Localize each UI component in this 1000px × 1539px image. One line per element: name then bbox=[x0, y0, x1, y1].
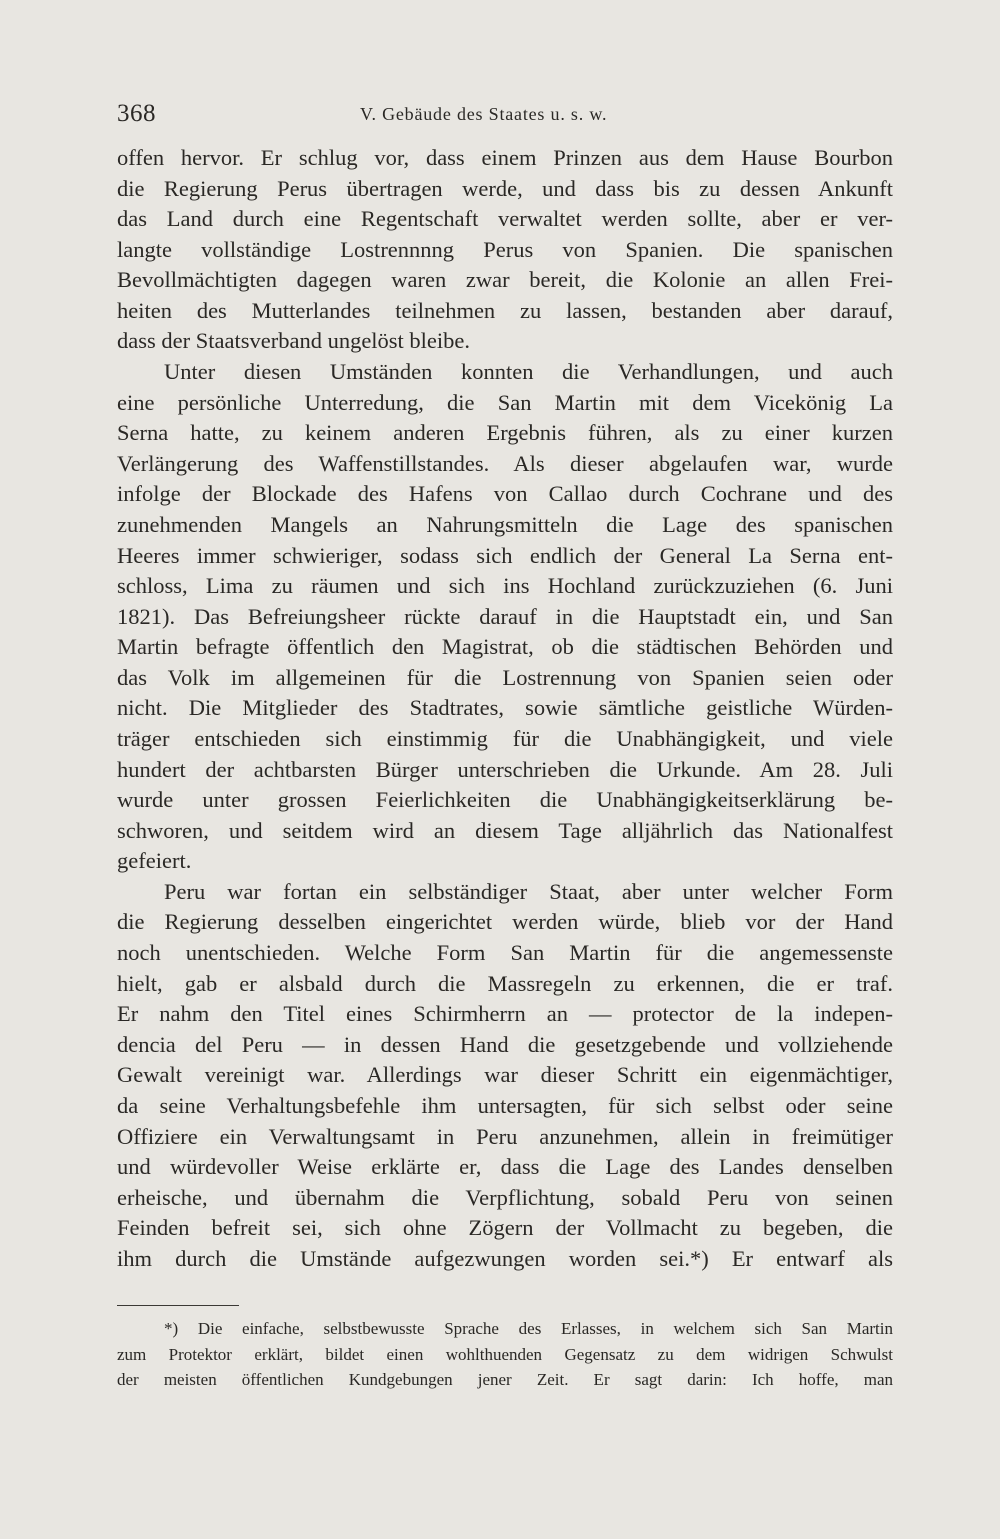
text-line: dencia del Peru — in dessen Hand die gesetzgebende und vollziehende bbox=[117, 1031, 893, 1057]
text-line: Martin befragte öffentlich den Magistrat, ob die städtischen Behörden und bbox=[117, 634, 893, 660]
text-line: Gewalt vereinigt war. Allerdings war dieser Schritt ein eigenmächtiger, bbox=[117, 1062, 893, 1088]
text-line: schworen, und seitdem wird an diesem Tage alljährlich das Nationalfest bbox=[117, 817, 893, 843]
text-line: gefeiert. bbox=[117, 848, 192, 874]
text-line: Verlängerung des Waffenstillstandes. Als dieser abgelaufen war, wurde bbox=[117, 450, 893, 476]
text-line: das Land durch eine Regentschaft verwaltet werden sollte, aber er ver- bbox=[117, 206, 893, 232]
text-line: die Regierung desselben eingerichtet werden würde, blieb vor der Hand bbox=[117, 909, 893, 935]
text-line: infolge der Blockade des Hafens von Callao durch Cochrane und des bbox=[117, 481, 893, 507]
text-line: eine persönliche Unterredung, die San Martin mit dem Vicekönig La bbox=[117, 389, 893, 415]
text-line: Er nahm den Titel eines Schirmherrn an — protector de la indepen- bbox=[117, 1001, 893, 1027]
footnote-divider bbox=[117, 1305, 239, 1306]
text-line: und würdevoller Weise erklärte er, dass die Lage des Landes denselben bbox=[117, 1154, 893, 1180]
running-title: V. Gebäude des Staates u. s. w. bbox=[360, 104, 608, 124]
footnote-line: zum Protektor erklärt, bildet einen wohlthuenden Gegensatz zu dem widrigen Schwulst bbox=[117, 1344, 893, 1364]
text-line: hundert der achtbarsten Bürger unterschrieben die Urkunde. Am 28. Juli bbox=[117, 756, 893, 782]
text-line: Peru war fortan ein selbständiger Staat, aber unter welcher Form bbox=[164, 878, 893, 904]
text-line: Heeres immer schwieriger, sodass sich endlich der General La Serna ent- bbox=[117, 542, 893, 568]
text-line: Feinden befreit sei, sich ohne Zögern der Vollmacht zu begeben, die bbox=[117, 1215, 893, 1241]
text-line: die Regierung Perus übertragen werde, und dass bis zu dessen Ankunft bbox=[117, 175, 893, 201]
text-line: wurde unter grossen Feierlichkeiten die Unabhängigkeitserklärung be- bbox=[117, 787, 893, 813]
page-number: 368 bbox=[117, 100, 156, 127]
footnote-line: der meisten öffentlichen Kundgebungen jener Zeit. Er sagt darin: Ich hoffe, man bbox=[117, 1370, 893, 1389]
text-line: 1821). Das Befreiungsheer rückte darauf in die Hauptstadt ein, und San bbox=[117, 603, 893, 629]
text-line: Unter diesen Umständen konnten die Verhandlungen, und auch bbox=[164, 359, 893, 385]
text-line: offen hervor. Er schlug vor, dass einem Prinzen aus dem Hause Bourbon bbox=[117, 145, 893, 170]
text-line: Offiziere ein Verwaltungsamt in Peru anzunehmen, allein in freimütiger bbox=[117, 1123, 893, 1149]
body-text bbox=[117, 143, 893, 1274]
page-header bbox=[117, 96, 893, 132]
text-line: noch unentschieden. Welche Form San Martin für die angemessenste bbox=[117, 940, 893, 966]
text-line: Serna hatte, zu keinem anderen Ergebnis führen, als zu einer kurzen bbox=[117, 420, 893, 446]
footnote bbox=[117, 1316, 893, 1393]
text-line: ihm durch die Umstände aufgezwungen worden sei.*) Er entwarf als bbox=[117, 1245, 893, 1271]
text-line: zunehmenden Mangels an Nahrungsmitteln die Lage des spanischen bbox=[117, 511, 893, 537]
footnote-line: *) Die einfache, selbstbewusste Sprache des Erlasses, in welchem sich San Martin bbox=[164, 1319, 893, 1338]
text-line: dass der Staatsverband ungelöst bleibe. bbox=[117, 328, 471, 354]
text-line: das Volk im allgemeinen für die Lostrennung von Spanien seien oder bbox=[117, 664, 893, 690]
text-line: nicht. Die Mitglieder des Stadtrates, sowie sämtliche geistliche Würden- bbox=[117, 695, 893, 721]
text-line: erheische, und übernahm die Verpflichtung, sobald Peru von seinen bbox=[117, 1184, 893, 1210]
text-line: Bevollmächtigten dagegen waren zwar bereit, die Kolonie an allen Frei- bbox=[117, 267, 893, 293]
text-line: da seine Verhaltungsbefehle ihm untersagten, für sich selbst oder seine bbox=[117, 1092, 893, 1118]
text-line: schloss, Lima zu räumen und sich ins Hochland zurückzuziehen (6. Juni bbox=[117, 573, 893, 599]
text-line: träger entschieden sich einstimmig für die Unabhängigkeit, und viele bbox=[117, 725, 893, 751]
text-line: hielt, gab er alsbald durch die Massregeln zu erkennen, die er traf. bbox=[117, 970, 893, 996]
text-line: langte vollständige Lostrennnng Perus von Spanien. Die spanischen bbox=[117, 236, 893, 262]
text-line: heiten des Mutterlandes teilnehmen zu lassen, bestanden aber darauf, bbox=[117, 297, 893, 323]
